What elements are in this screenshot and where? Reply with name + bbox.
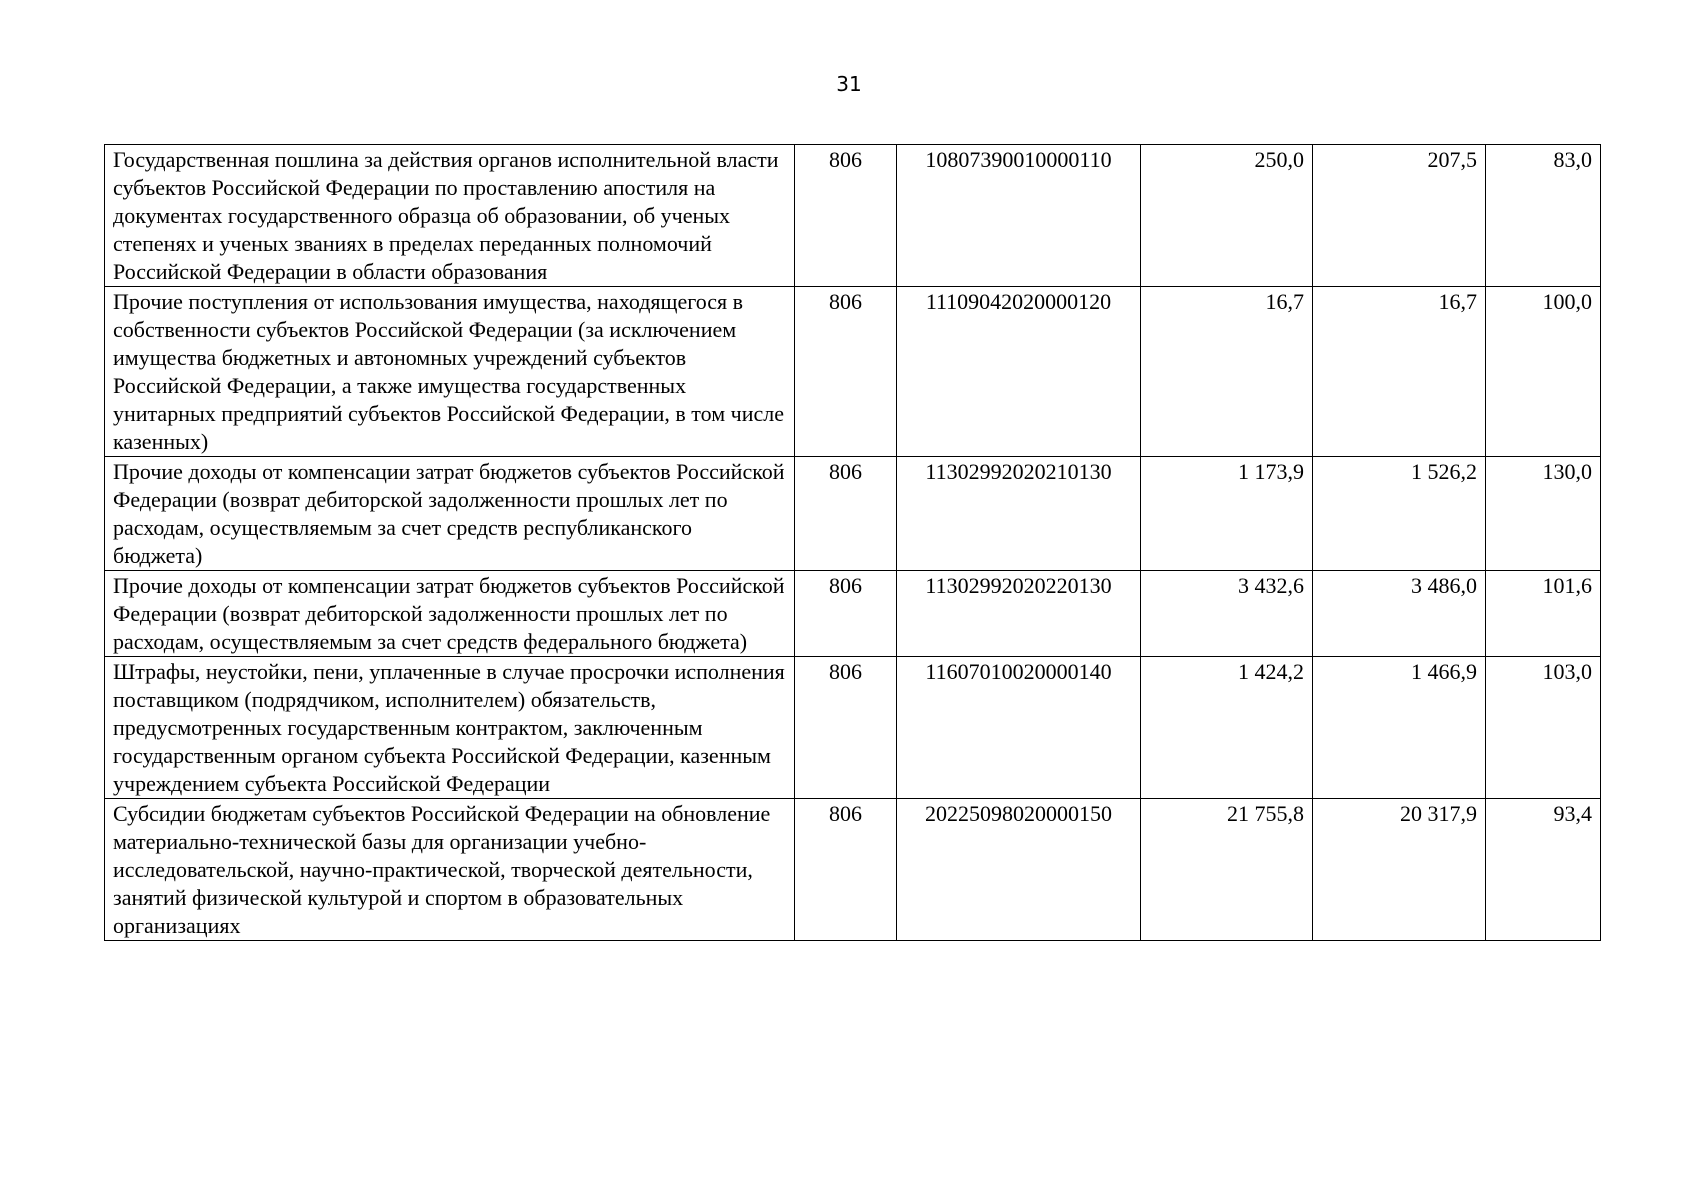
admin-code-cell: 806 — [795, 287, 897, 457]
revenue-name-cell: Прочие поступления от использования имущества, находящегося в собственности субъектов Российской Федерации (за исключением имущества бюджетных и автономных учреждений субъектов Российской Федерации, а также имущества государственных унитарных предприятий субъектов Российской Федерации, в том числе казенных) — [105, 287, 795, 457]
percent-cell: 83,0 — [1486, 145, 1601, 287]
admin-code-cell: 806 — [795, 571, 897, 657]
table-row — [105, 145, 1601, 287]
actual-amount-cell: 1 466,9 — [1313, 657, 1486, 799]
table-row — [105, 799, 1601, 941]
actual-amount-cell: 3 486,0 — [1313, 571, 1486, 657]
actual-amount-cell: 207,5 — [1313, 145, 1486, 287]
revenue-name-cell: Штрафы, неустойки, пени, уплаченные в случае просрочки исполнения поставщиком (подрядчиком, исполнителем) обязательств, предусмотренных государственным контрактом, заключенным государственным органом субъекта Российской Федерации, казенным учреждением субъекта Российской Федерации — [105, 657, 795, 799]
budget-code-cell: 11607010020000140 — [897, 657, 1141, 799]
revenue-name-cell: Государственная пошлина за действия органов исполнительной власти субъектов Российской Федерации по проставлению апостиля на документах государственного образца об образовании, об ученых степенях и ученых званиях в пределах переданных полномочий Российской Федерации в области образования — [105, 145, 795, 287]
percent-cell: 101,6 — [1486, 571, 1601, 657]
budget-code-cell: 11302992020220130 — [897, 571, 1141, 657]
budget-code-cell: 20225098020000150 — [897, 799, 1141, 941]
plan-amount-cell: 16,7 — [1141, 287, 1313, 457]
percent-cell: 130,0 — [1486, 457, 1601, 571]
table-row — [105, 571, 1601, 657]
table-row — [105, 657, 1601, 799]
revenue-name-cell: Прочие доходы от компенсации затрат бюджетов субъектов Российской Федерации (возврат дебиторской задолженности прошлых лет по расходам, осуществляемым за счет средств федерального бюджета) — [105, 571, 795, 657]
admin-code-cell: 806 — [795, 145, 897, 287]
actual-amount-cell: 1 526,2 — [1313, 457, 1486, 571]
plan-amount-cell: 250,0 — [1141, 145, 1313, 287]
percent-cell: 100,0 — [1486, 287, 1601, 457]
page-number: 31 — [836, 72, 862, 96]
revenue-table — [104, 144, 1601, 941]
table-row — [105, 457, 1601, 571]
budget-code-cell: 11109042020000120 — [897, 287, 1141, 457]
admin-code-cell: 806 — [795, 457, 897, 571]
actual-amount-cell: 20 317,9 — [1313, 799, 1486, 941]
plan-amount-cell: 3 432,6 — [1141, 571, 1313, 657]
table-row — [105, 287, 1601, 457]
plan-amount-cell: 1 173,9 — [1141, 457, 1313, 571]
admin-code-cell: 806 — [795, 657, 897, 799]
percent-cell: 93,4 — [1486, 799, 1601, 941]
budget-code-cell: 10807390010000110 — [897, 145, 1141, 287]
revenue-name-cell: Субсидии бюджетам субъектов Российской Федерации на обновление материально-технической базы для организации учебно-исследовательской, научно-практической, творческой деятельности, занятий физической культурой и спортом в образовательных организациях — [105, 799, 795, 941]
revenue-name-cell: Прочие доходы от компенсации затрат бюджетов субъектов Российской Федерации (возврат дебиторской задолженности прошлых лет по расходам, осуществляемым за счет средств республиканского бюджета) — [105, 457, 795, 571]
budget-code-cell: 11302992020210130 — [897, 457, 1141, 571]
actual-amount-cell: 16,7 — [1313, 287, 1486, 457]
admin-code-cell: 806 — [795, 799, 897, 941]
plan-amount-cell: 21 755,8 — [1141, 799, 1313, 941]
percent-cell: 103,0 — [1486, 657, 1601, 799]
plan-amount-cell: 1 424,2 — [1141, 657, 1313, 799]
